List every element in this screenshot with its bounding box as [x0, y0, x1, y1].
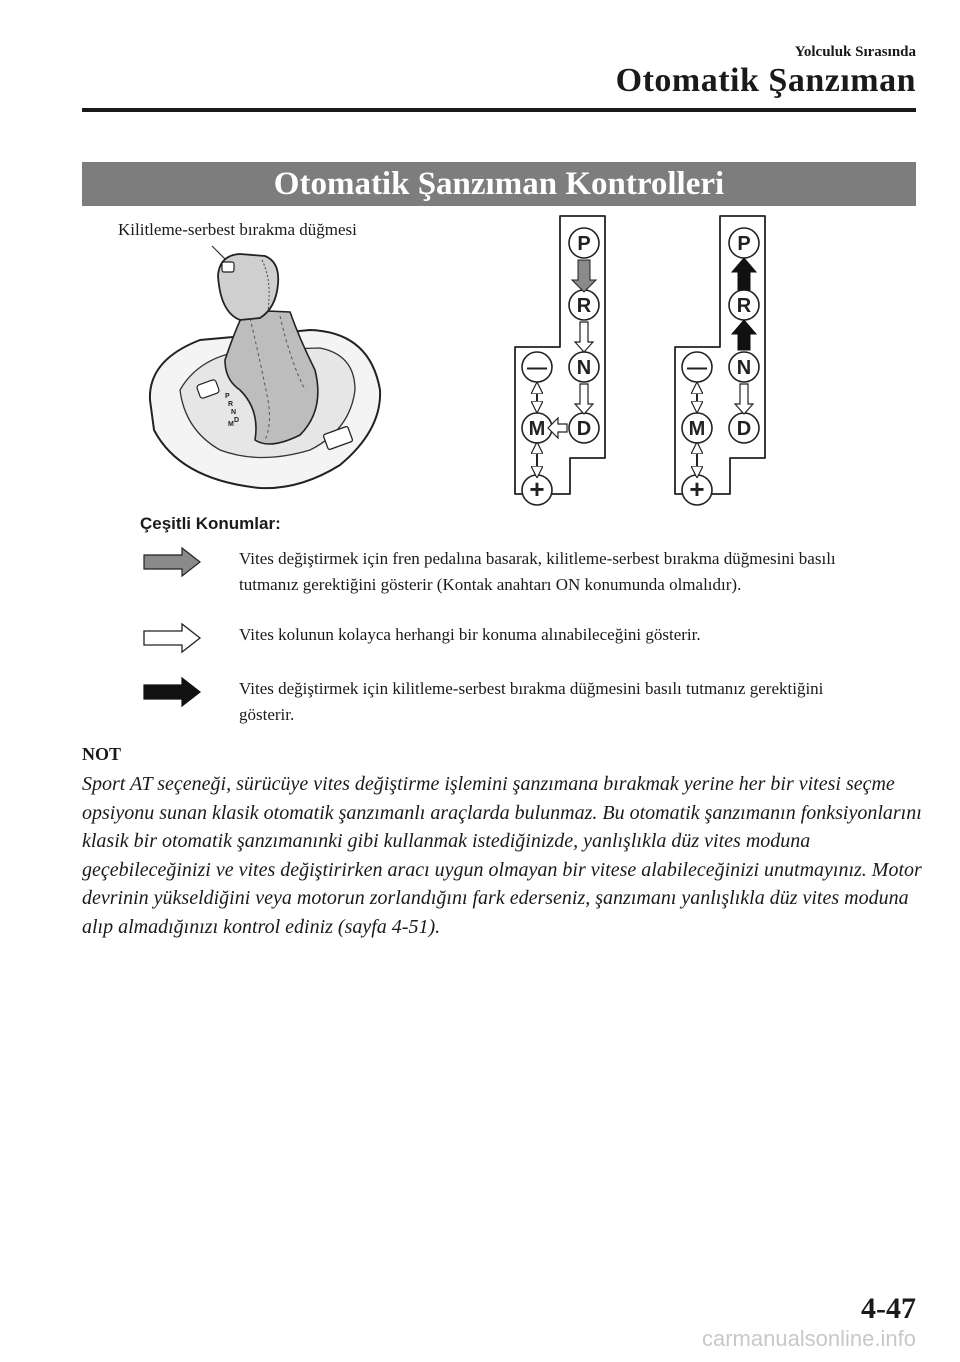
gate-right-label-m: M — [688, 418, 706, 440]
white-arrow-icon — [142, 622, 202, 654]
gate-right-label-n: N — [736, 357, 752, 379]
note-title: NOT — [82, 744, 122, 764]
gate-left-label-p: P — [577, 233, 591, 255]
gate-right-label-minus: — — [687, 357, 707, 379]
gate-right-label-plus: + — [689, 474, 705, 504]
gate-right-label-d: D — [736, 418, 752, 440]
gear-shifter-illustration — [140, 240, 390, 490]
gray-arrow-icon — [142, 546, 202, 578]
svg-text:N: N — [231, 409, 237, 416]
gate-left-label-plus: + — [529, 474, 545, 504]
header-section: Yolculuk Sırasında — [794, 44, 916, 60]
legend-text-gray: Vites değiştirmek için fren pedalına basarak, kilitleme-serbest bırakma düğmesini basılı tutmanız gerektiğini gösterir (Kontak anahtarı ON konumunda olmalıdır). — [239, 549, 836, 594]
svg-text:P: P — [225, 393, 230, 400]
header-title: Otomatik Şanzıman — [615, 62, 916, 99]
header-rule — [82, 108, 916, 112]
gate-left-label-m: M — [528, 418, 546, 440]
note-body: Sport AT seçeneği, sürücüye vites değiştirme işlemini şanzımana bırakmak yerine her bir vitesi seçme opsiyonu sunan klasik otomatik şanzımanlı araçlarda bulunmaz. Bu otomatik şanzımanın fonksiyonlarını klasik bir otomatik şanzımanınki gibi kullanmak istediğinizde, yanlışlıkla düz vites moduna geçebileceğinizi ve vites değiştirirken aracı uygun olmayan bir vitese alabileceğinizi unutmayınız. Motor devrinin yükseldiğini veya motorun zorlandığını fark ederseniz, şanzımanı yanlışlıkla düz vites moduna alıp almadığınızı kontrol ediniz (sayfa 4-51). — [82, 773, 922, 938]
watermark: carmanualsonline.info — [701, 1326, 916, 1351]
gate-left-label-r: R — [576, 295, 592, 317]
gate-right-label-r: R — [736, 295, 752, 317]
gate-left-label-d: D — [576, 418, 592, 440]
section-banner: Otomatik Şanzıman Kontrolleri — [82, 162, 916, 206]
gate-left-label-minus: — — [527, 357, 547, 379]
svg-text:D: D — [234, 417, 240, 424]
positions-title: Çeşitli Konumlar: — [140, 514, 281, 533]
page-number: 4-47 — [861, 1292, 916, 1325]
black-arrow-icon — [142, 676, 202, 708]
gate-left-label-n: N — [576, 357, 592, 379]
svg-text:R: R — [228, 401, 234, 408]
callout-label: Kilitleme-serbest bırakma düğmesi — [118, 220, 357, 239]
legend-text-black: Vites değiştirmek için kilitleme-serbest bırakma düğmesini basılı tutmanız gerektiğini gösterir. — [239, 679, 824, 724]
shift-gate-diagrams — [500, 210, 780, 510]
legend-text-white: Vites kolunun kolayca herhangi bir konuma alınabileceğini gösterir. — [239, 625, 701, 644]
gate-right-label-p: P — [737, 233, 751, 255]
svg-text:M: M — [228, 421, 234, 428]
